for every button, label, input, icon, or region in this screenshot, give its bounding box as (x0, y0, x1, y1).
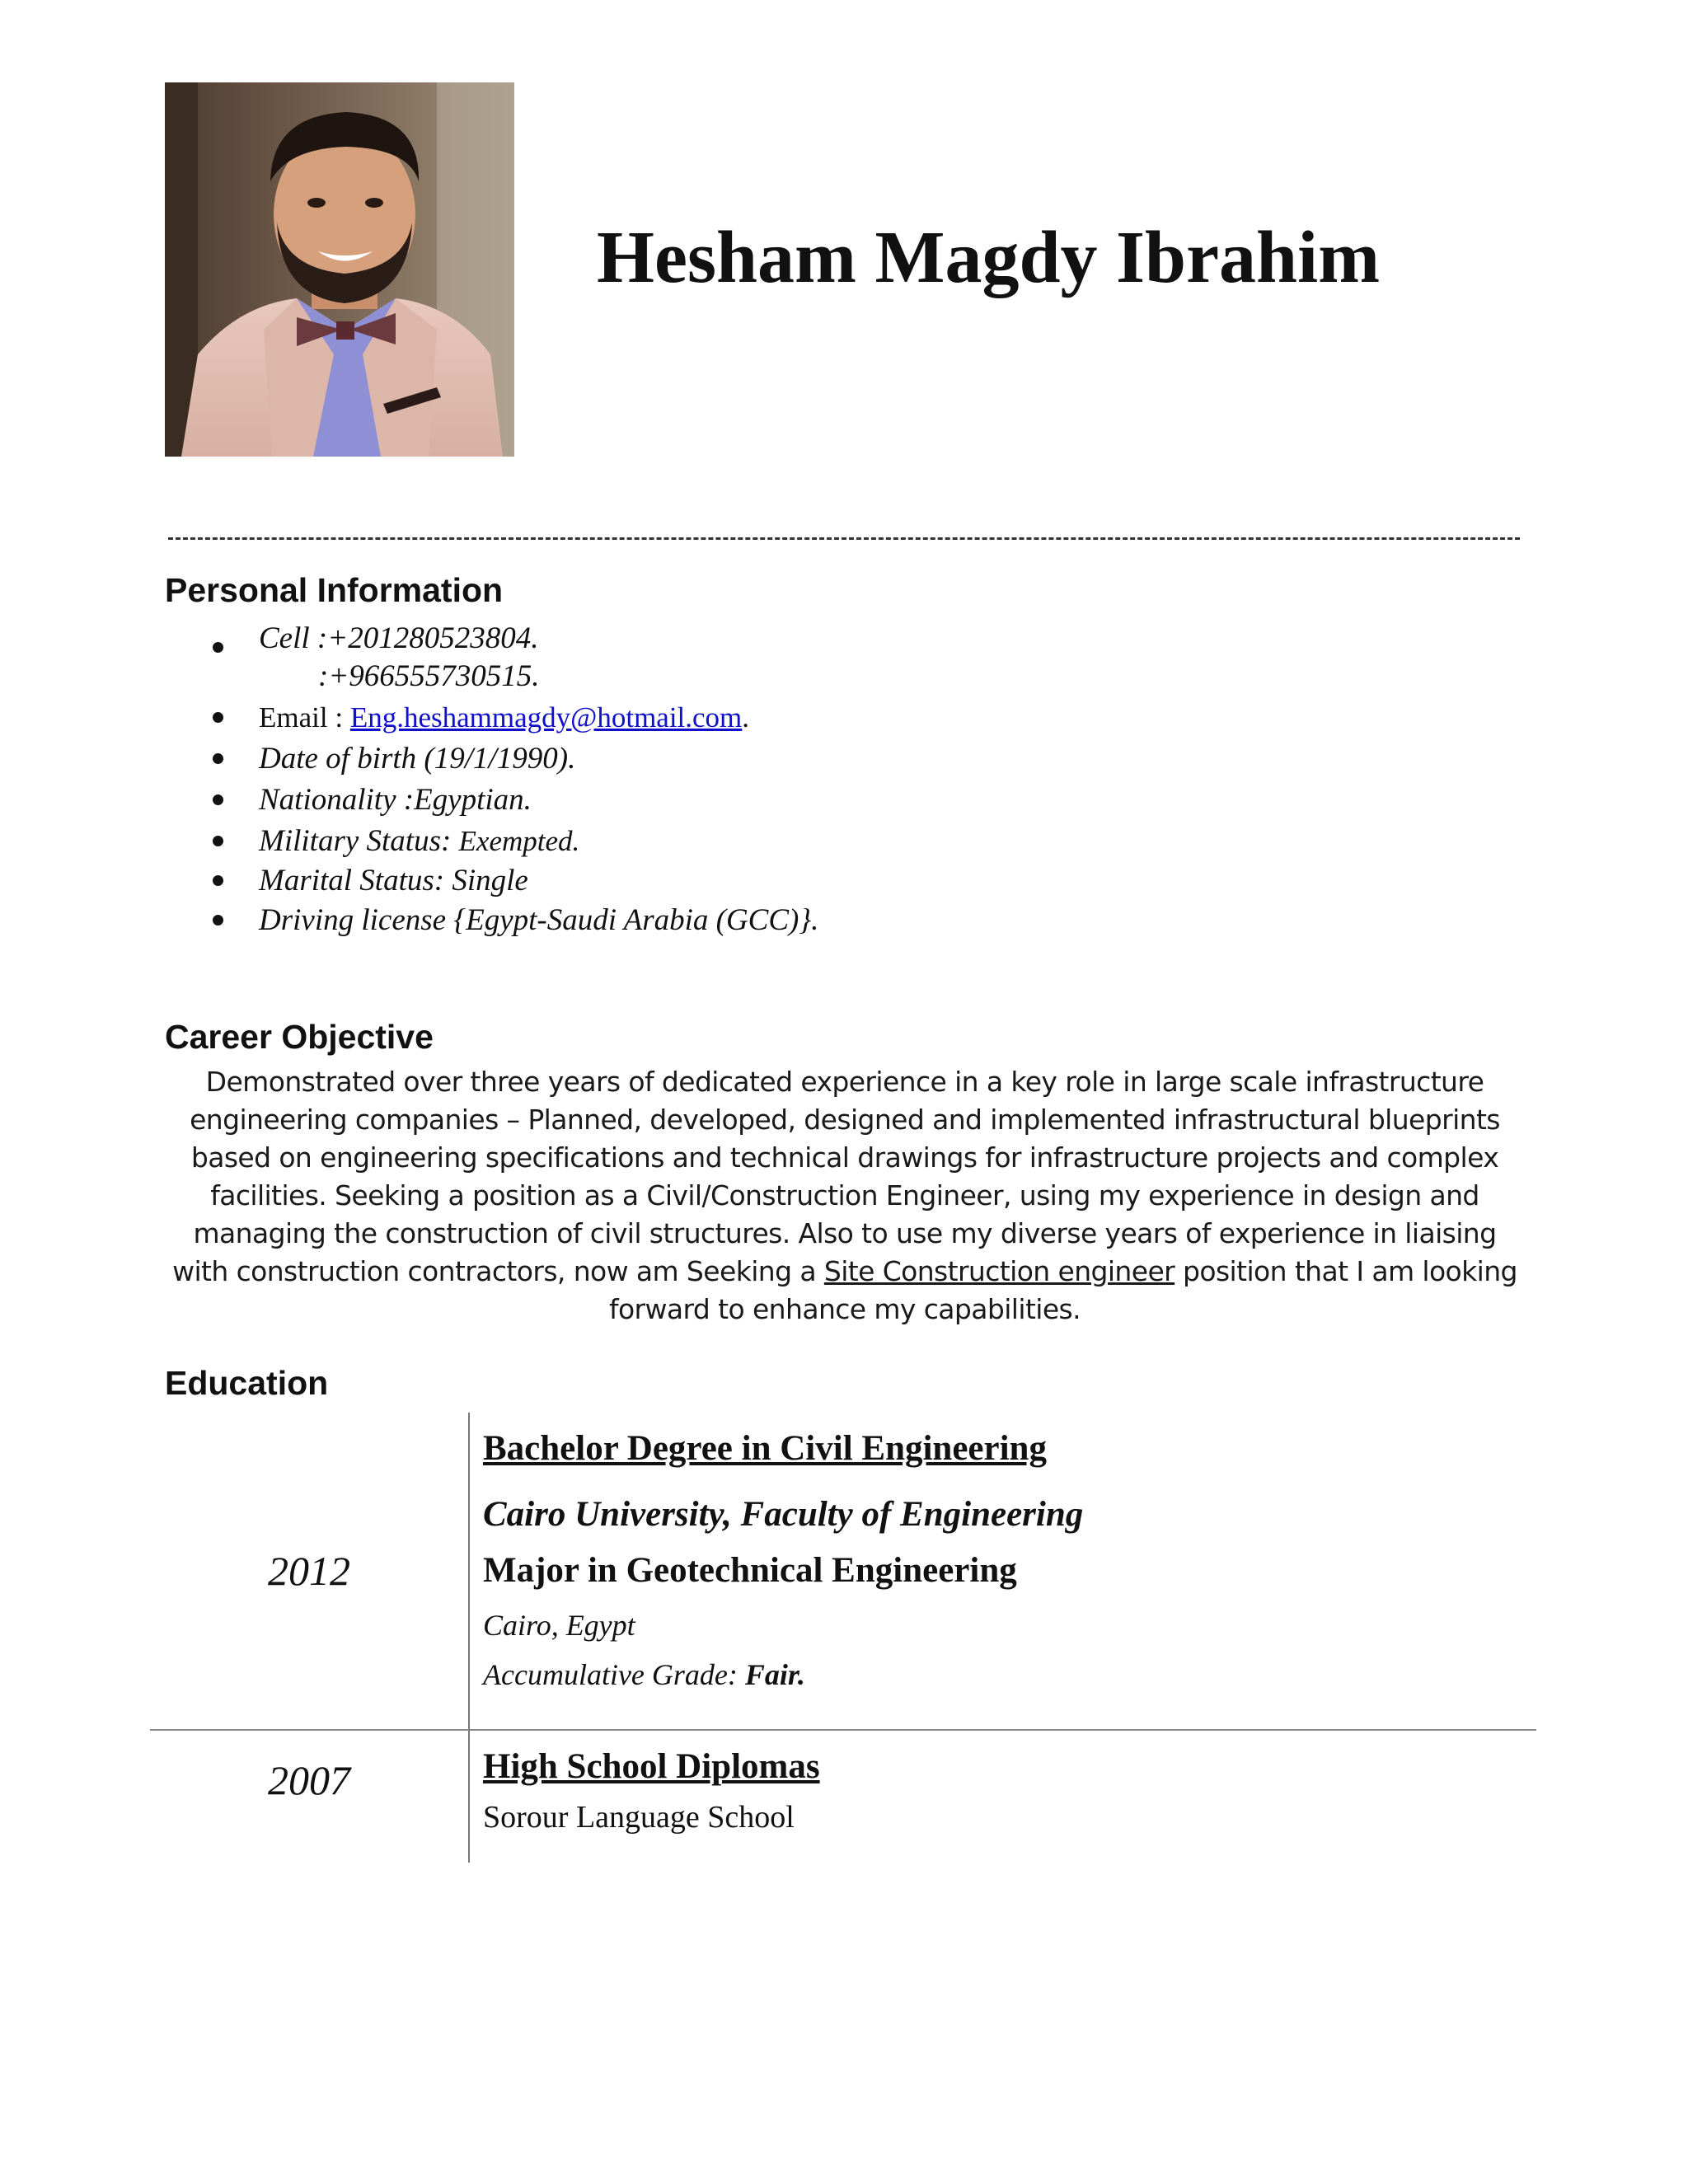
portrait-photo-icon (165, 82, 514, 457)
institution-name: Cairo University, Faculty of Engineering (483, 1495, 1084, 1534)
cell-number-2: :+966555730515. (318, 659, 540, 693)
email-link[interactable]: Eng.heshammagdy@hotmail.com (349, 701, 743, 733)
education-heading: Education (165, 1364, 329, 1402)
email-label: Email : (259, 701, 350, 733)
objective-text-part1: Demonstrated over three years of dedicated experience in a key role in large scale infrastructure engineering companies – Planned, developed, designed and implemented infrastructural blueprints based on engineering specifications and technical drawings for infrastructure projects and complex facilities. Seeking a position as a Civil/Construction Engineer, using my experience in design and managing the construction of civil structures. Also to use my diverse years of experience in liaising with construction contractors, now am Seeking a (172, 1066, 1500, 1287)
cell-number-1: +201280523804. (327, 621, 539, 655)
objective-text-underlined: Site Construction engineer (823, 1255, 1175, 1287)
military-value: Exempted. (458, 825, 580, 857)
education-year: 2007 (268, 1757, 350, 1803)
education-location: Cairo, Egypt (483, 1609, 635, 1642)
grade-value: Fair. (744, 1658, 805, 1691)
cell-label: Cell : (259, 621, 328, 655)
profile-photo (165, 82, 514, 457)
dashed-divider (168, 537, 1520, 540)
cell-item (165, 620, 1154, 696)
career-objective-heading: Career Objective (165, 1018, 434, 1056)
driving-item: Driving license {Egypt-Saudi Arabia (GCC)}. (165, 900, 1154, 941)
military-label: Military Status: (259, 824, 459, 858)
military-item (165, 821, 1154, 862)
nationality-item: Nationality :Egyptian. (165, 780, 1154, 821)
education-column-divider (468, 1413, 470, 1729)
education-grade (483, 1655, 805, 1694)
career-objective-text (165, 1063, 1525, 1329)
education-row-divider (150, 1729, 1536, 1731)
email-suffix: . (742, 701, 750, 733)
candidate-name: Hesham Magdy Ibrahim (597, 217, 1381, 298)
personal-info-list (165, 620, 1154, 941)
education-column-divider-2 (468, 1731, 470, 1863)
degree-title: Bachelor Degree in Civil Engineering (483, 1429, 1047, 1468)
education-year: 2012 (268, 1548, 350, 1594)
institution-name: Sorour Language School (483, 1800, 795, 1835)
marital-item: Marital Status: Single (165, 862, 1154, 900)
degree-title: High School Diplomas (483, 1747, 820, 1786)
objective-text-part2: position that I am looking forward to enhance my capabilities. (608, 1255, 1517, 1325)
major-field: Major in Geotechnical Engineering (483, 1551, 1017, 1590)
dob-item: Date of birth (19/1/1990). (165, 738, 1154, 780)
grade-label: Accumulative Grade: (483, 1658, 745, 1691)
email-item (165, 697, 1154, 738)
personal-information-heading: Personal Information (165, 571, 504, 609)
